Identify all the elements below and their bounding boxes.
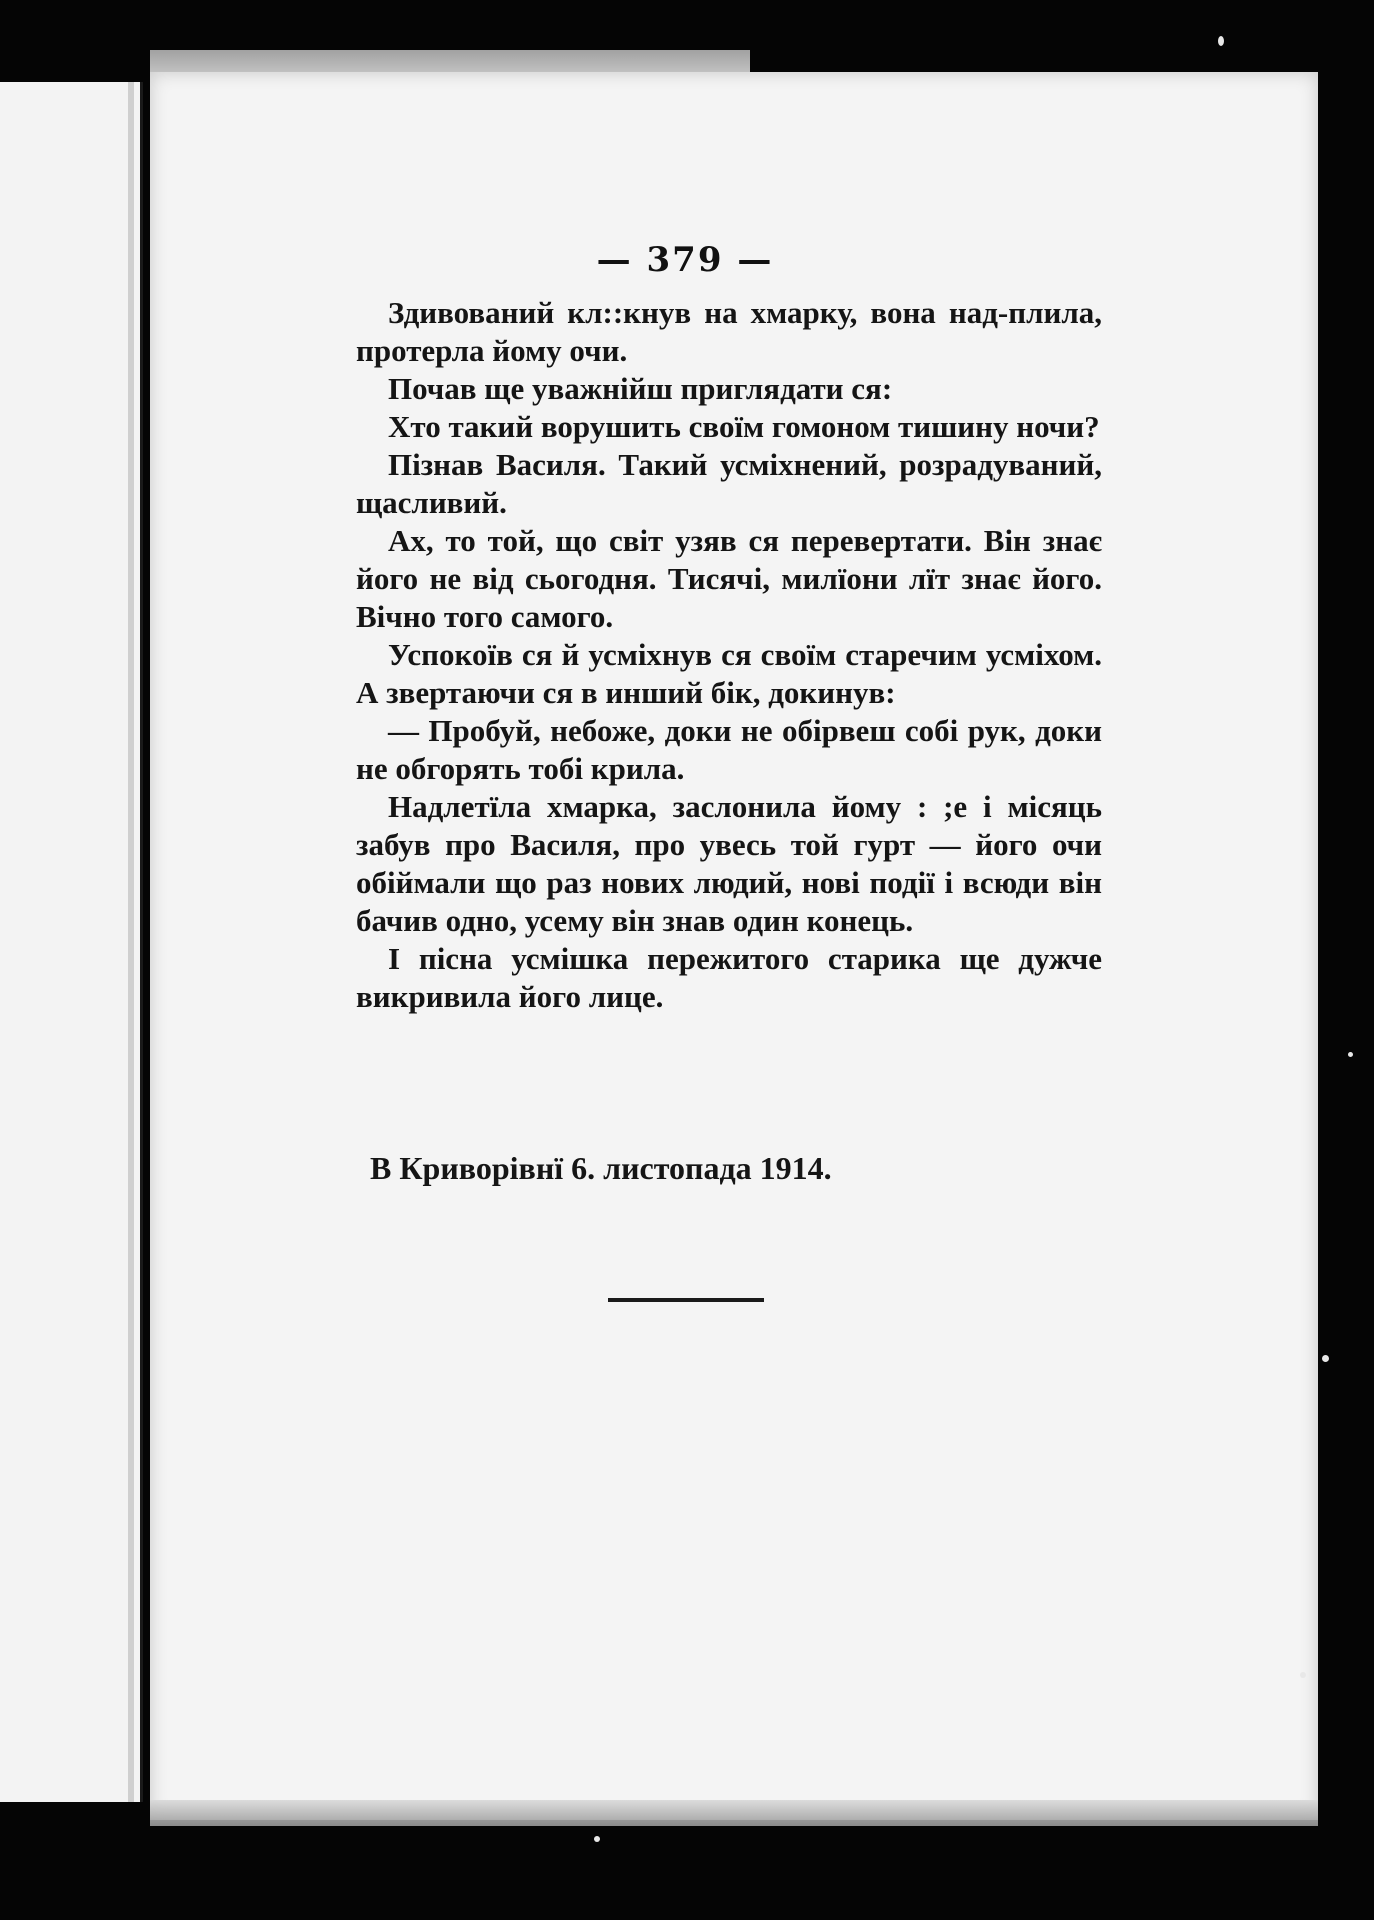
paragraph-2: Почав ще уважнійш приглядати ся:	[388, 371, 893, 406]
scan-speck	[1348, 1052, 1353, 1057]
paragraph-5: Ах, то той, що світ узяв ся перевертати. Він знає його не від сьогодня. Тисячі, милїони лїт знає його. Вічно того самого.	[356, 523, 1102, 634]
book-page	[150, 72, 1318, 1820]
paragraph-4: Пізнав Василя. Такий усміхнений, розрадуваний, щасливий.	[356, 447, 1102, 520]
paragraph-3: Хто такий ворушить своїм гомоном тишину ночи?	[388, 409, 1100, 444]
scan-speck	[1218, 36, 1224, 46]
scan-speck	[1300, 1672, 1306, 1678]
end-rule-divider	[608, 1298, 764, 1302]
paragraph-8: Надлетїла хмарка, заслонила йому : ;е і місяць забув про Василя, про увесь той гурт — його очи обіймали що раз нових людий, нові події і всюди він бачив одно, усему він знав один конець.	[356, 789, 1102, 938]
paragraph-9: І пісна усмішка пережитого старика ще дужче викривила його лице.	[356, 941, 1102, 1014]
scan-speck	[594, 1836, 600, 1842]
paragraph-7: — Пробуй, небоже, доки не обірвеш собі рук, доки не обгорять тобі крила.	[356, 713, 1102, 786]
page-number: — 379 —	[596, 240, 774, 280]
page-bottom-edge	[150, 1800, 1318, 1826]
previous-page-edge	[0, 82, 143, 1802]
page-gutter-shadow	[128, 82, 134, 1802]
dateline: В Криворівнї 6. листопада 1914.	[370, 1150, 832, 1186]
paragraph-1: Здивований кл::кнув на хмарку, вона над-плила, протерла йому очи.	[356, 295, 1102, 368]
scan-speck	[1322, 1355, 1329, 1362]
paragraph-6: Успокоїв ся й усміхнув ся своїм старечим усміхом. А звертаючи ся в инший бік, докинув:	[356, 637, 1102, 710]
page-body-text	[356, 294, 1102, 1016]
